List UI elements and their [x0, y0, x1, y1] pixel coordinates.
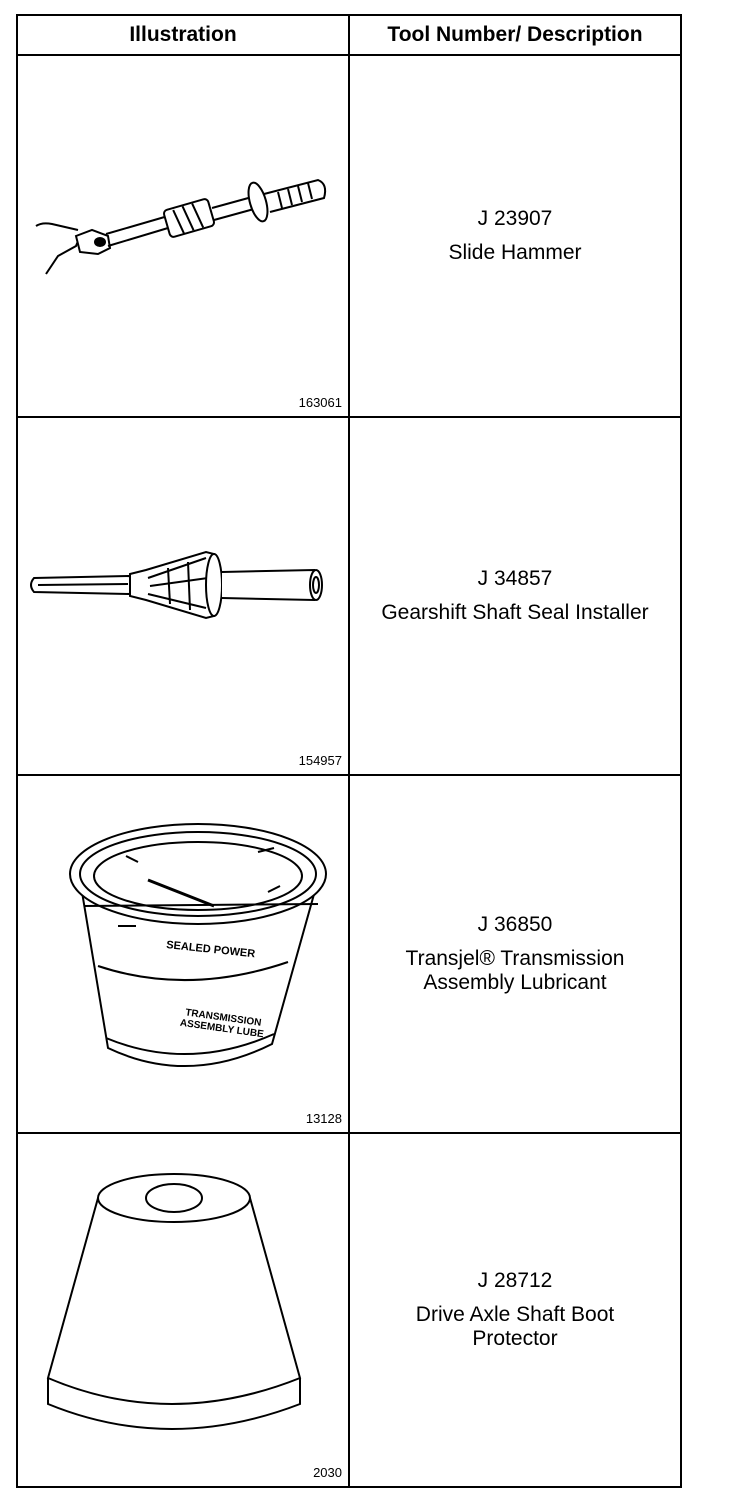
figure-number: 163061 [298, 395, 342, 410]
tool-description-cell [350, 418, 680, 774]
figure-number: 154957 [298, 753, 342, 768]
table-row [18, 56, 680, 418]
figure-number: 13128 [305, 1111, 342, 1126]
tool-description-cell [350, 776, 680, 1132]
figure-number: 2030 [313, 1465, 342, 1480]
illustration-cell [18, 418, 350, 774]
tool-description: Drive Axle Shaft Boot Protector [415, 1303, 615, 1350]
illustration-cell [18, 56, 350, 416]
tub-label-product: TRANSMISSION ASSEMBLY LUBE [179, 1007, 265, 1041]
lubricant-tub-icon [18, 776, 348, 1132]
table-row [18, 776, 680, 1134]
boot-protector-icon [18, 1134, 348, 1484]
tool-description: Gearshift Shaft Seal Installer [381, 601, 649, 624]
tool-description-cell [350, 56, 680, 416]
illustration-cell [18, 1134, 350, 1486]
table-row [18, 1134, 680, 1486]
special-tools-table [16, 14, 682, 1488]
illustration-cell [18, 776, 350, 1132]
tub-label-brand: SEALED POWER [165, 939, 256, 961]
seal-installer-icon [18, 418, 348, 774]
tool-number: J 36850 [477, 913, 553, 936]
slide-hammer-icon [18, 56, 348, 416]
tool-description: Slide Hammer [448, 241, 582, 264]
tool-description: Transjel® Transmission Assembly Lubricant [405, 947, 625, 994]
column-header-tool-description: Tool Number/ Description [350, 16, 680, 56]
tool-description-cell [350, 1134, 680, 1486]
table-row [18, 418, 680, 776]
column-header-illustration: Illustration [18, 16, 350, 56]
tool-number: J 28712 [477, 1269, 553, 1292]
tool-number: J 23907 [477, 207, 553, 230]
tool-number: J 34857 [477, 567, 553, 590]
